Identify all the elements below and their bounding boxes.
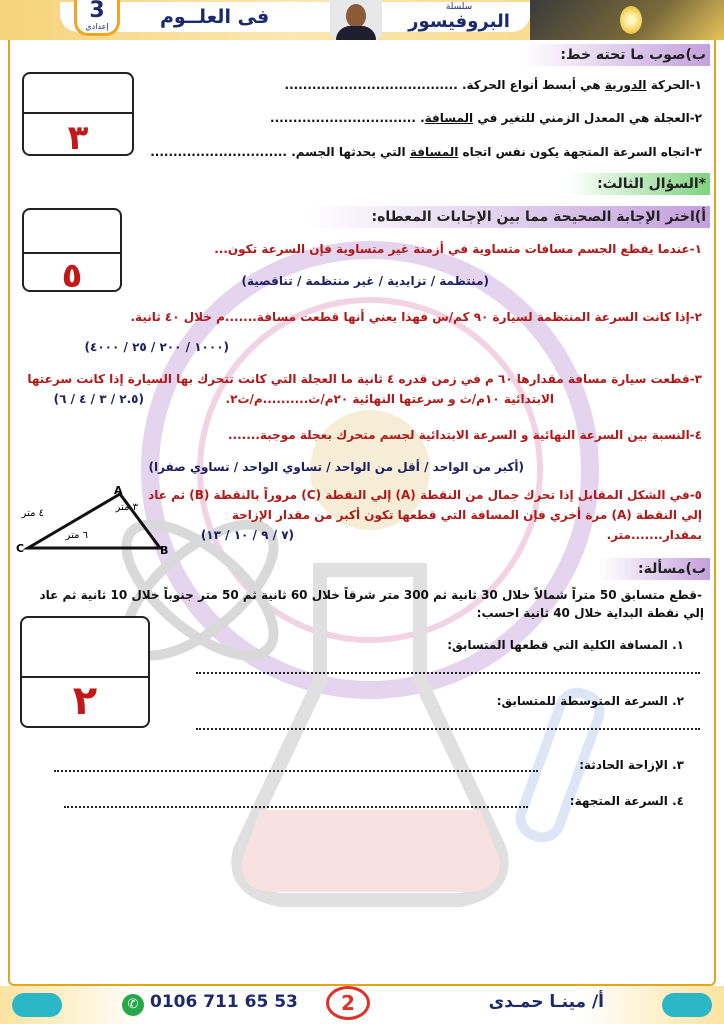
side-ac-label: ٤ متر <box>21 508 44 519</box>
header-banner <box>0 0 724 40</box>
question-3-title: *السؤال الثالث: <box>568 173 710 195</box>
mcq-1-text: ١-عندما يقطع الجسم مسافات متساوية في أزمنة غير متساوية فإن السرعة تكون... <box>214 242 702 256</box>
score-value: ٣ <box>67 118 89 158</box>
problem-item-1: ١. المسافة الكلية التي قطعها المتسابق: <box>447 638 684 652</box>
mcq-4-choices: (أكبر من الواحد / أقل من الواحد / تساوي الواحد / تساوي صفرا) <box>148 460 524 474</box>
mcq-2-choices: (١٠٠٠ / ٢٠٠ / ٢٥ / ٤٠٠٠) <box>84 340 229 354</box>
score-box-q3a <box>22 208 122 296</box>
correction-item-3: ٣-اتجاه السرعة المتجهة يكون نفس اتجاه المسافة التي يحدثها الجسم. .............................. <box>150 145 702 159</box>
grade-number: 3 <box>89 0 105 23</box>
problem-item-2: ٢. السرعة المتوسطة للمتسابق: <box>496 694 684 708</box>
mcq-5-text-cont2: بمقدار.......متر. <box>606 528 702 542</box>
series-name: البروفيسور <box>408 11 510 32</box>
point-a-label: A <box>114 486 123 497</box>
mcq-5-text: ٥-في الشكل المقابل إذا تحرك جمال من النقطة (A) إلي النقطة (C) مروراً بالنقطة (B) ثم عاد <box>148 488 702 502</box>
lamp-image <box>530 0 724 40</box>
problem-item-4: ٤. السرعة المتجهة: <box>569 794 684 808</box>
problem-item-3: ٣. الإزاحة الحادثة: <box>579 758 684 772</box>
correction-item-2: ٢-العجلة هي المعدل الزمني للتغير في المسافة. ................................ <box>270 111 702 125</box>
mcq-3-choices: (٢.٥ / ٣ / ٤ / ٦) <box>53 392 144 406</box>
phone-number: 0106 711 65 53 <box>150 992 298 1012</box>
teacher-photo <box>330 0 382 40</box>
mcq-5-text-cont: إلي النقطة (A) مرة أخري فإن المسافة التي قطعها تكون أكبر من مقدار الإزاحة <box>231 508 702 522</box>
correction-item-1: ١-الحركة الدورية هي أبسط أنواع الحركة. ...................................... <box>284 78 702 92</box>
score-box-problem <box>20 616 150 728</box>
score-value: ٥ <box>61 256 83 296</box>
decor-bubble <box>662 993 712 1017</box>
side-ab-label: ٣ متر <box>115 502 138 513</box>
mcq-2-text: ٢-إذا كانت السرعة المنتظمة لسيارة ٩٠ كم/س فهذا يعني أنها قطعت مسافة.......م خلال ٤٠ ثانية. <box>130 310 702 324</box>
answer-line-2 <box>196 728 700 730</box>
section-title-correct-underlined: ب)صوب ما تحته خط: <box>520 44 710 66</box>
decor-bubble <box>12 993 62 1017</box>
series-logo <box>404 2 514 32</box>
answer-line-3 <box>54 770 538 772</box>
score-value: ٢ <box>72 678 98 724</box>
mcq-3-text: ٣-قطعت سيارة مسافة مقدارها ٦٠ م في زمن قدره ٤ ثانية ما العجلة التي كانت تتحرك بها السيارة إذا كانت سرعتها <box>27 372 702 386</box>
footer <box>0 986 724 1024</box>
triangle-figure <box>14 486 174 556</box>
page-number: 2 <box>326 986 370 1020</box>
subject-title: فى العلــوم <box>160 6 270 28</box>
section-title-problem: ب)مسألة: <box>600 558 710 580</box>
mcq-4-text: ٤-النسبة بين السرعة النهائية و السرعة الابتدائية لجسم متحرك بعجلة موجبة....... <box>227 428 702 442</box>
section-title-choose: أ)اختر الإجابة الصحيحة مما بين الإجابات المعطاه: <box>306 206 710 228</box>
side-bc-label: ٦ متر <box>65 530 88 541</box>
problem-statement-2: إلي نقطة البداية خلال 40 ثانية احسب: <box>476 606 704 620</box>
whatsapp-icon: ✆ <box>122 994 144 1016</box>
grade-badge <box>74 0 120 36</box>
grade-label: إعدادي <box>85 22 109 31</box>
answer-line-4 <box>64 806 528 808</box>
point-c-label: C <box>16 542 25 555</box>
author-name: أ/ مينـا حمـدى <box>488 992 604 1012</box>
answer-line-1 <box>196 672 700 674</box>
score-box-b1 <box>22 72 134 156</box>
mcq-1-choices: (منتظمة / تزايدية / غير منتظمة / تناقصية) <box>241 274 489 288</box>
series-label: سلسلة <box>445 2 473 12</box>
point-b-label: B <box>160 544 169 556</box>
mcq-5-choices: (٧ / ٩ / ١٠ / ١٣) <box>200 528 294 542</box>
problem-statement-1: -قطع متسابق 50 متراً شمالاً خلال 30 ثانية ثم 300 متر شرقاً خلال 60 ثانية ثم 50 متر جنوباً خلال 10 ثانية ثم عاد <box>39 588 702 602</box>
mcq-3-text-cont: الابتدائية ١٠م/ث و سرعتها النهائية ٢٠م/ث..........م/ث٢. <box>225 392 554 406</box>
